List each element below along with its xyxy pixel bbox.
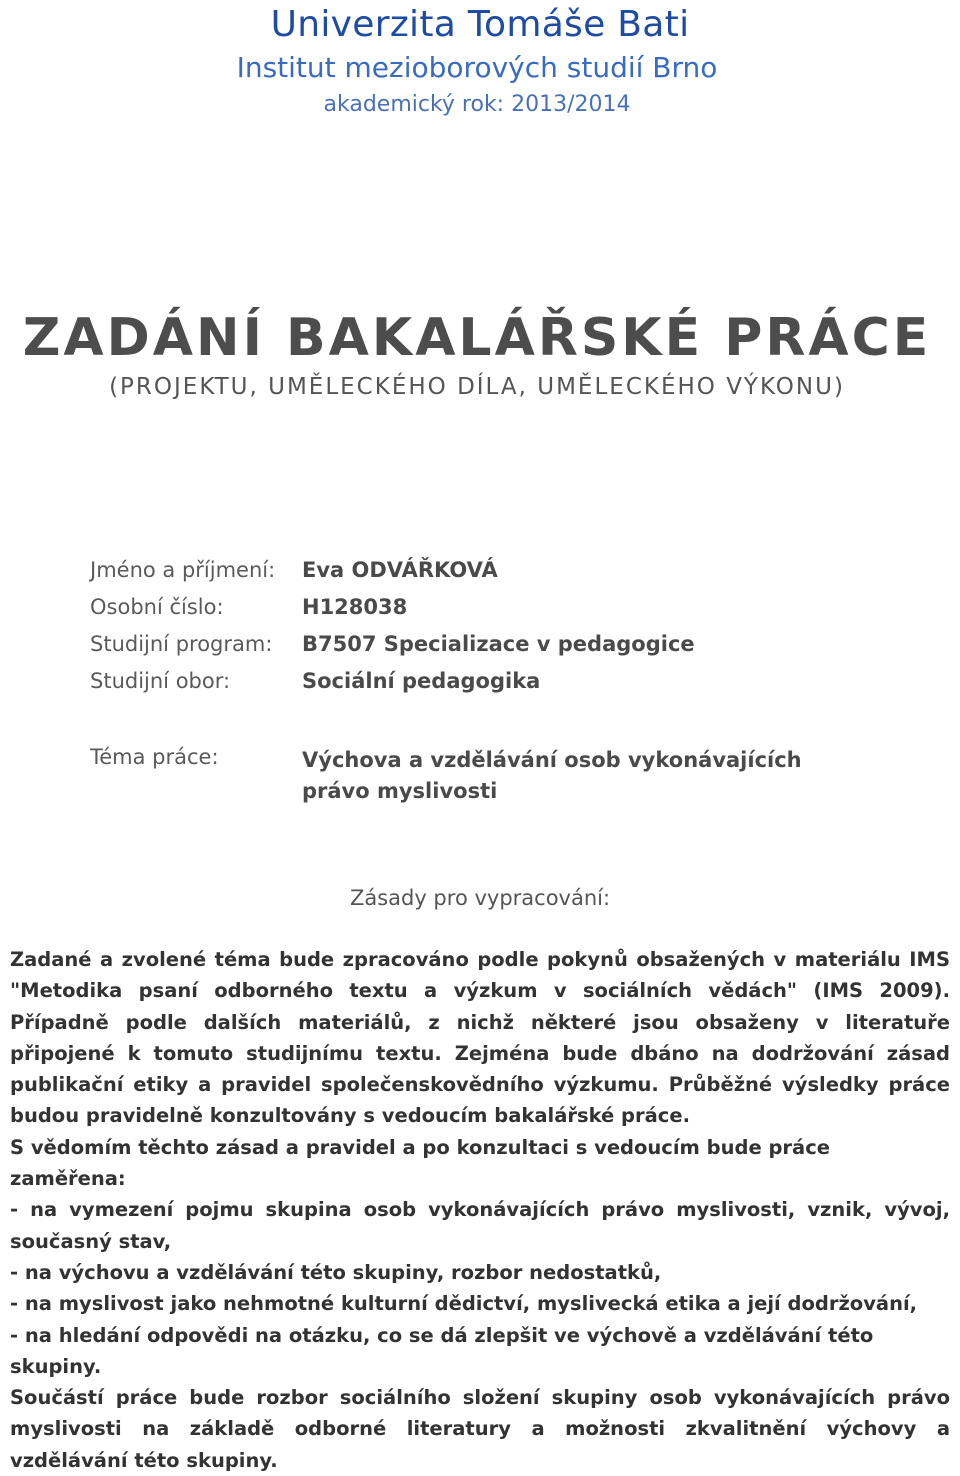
principles-paragraph: Zadané a zvolené téma bude zpracováno podle pokynů obsažených v materiálu IMS "Metodika psaní odborného textu a výzkum v sociálních vědách" (IMS 2009). Případně podle dalších materiálů, z nichž některé jsou obsaženy v literatuře připojené k tomuto studijnímu textu. Zejména bude dbáno na dodržování zásad publikační etiky a pravidel společenskovědního výzkumu. Průběžné výsledky práce budou pravidelně konzultovány s vedoucím bakalářské práce. [10, 948, 950, 1128]
document-title: ZADÁNÍ BAKALÁŘSKÉ PRÁCE [22, 308, 932, 368]
info-row-name [90, 558, 910, 595]
university-name: Univerzita Tomáše Bati [270, 4, 690, 45]
topic-value: Výchova a vzdělávání osob vykonávajících právo myslivosti [302, 748, 802, 803]
name-value: Eva ODVÁŘKOVÁ [302, 558, 498, 582]
name-label: Jméno a příjmení: [90, 558, 276, 582]
info-row-field [90, 669, 910, 706]
institute-name: Institut mezioborových studií Brno [236, 51, 718, 84]
principles-bullet: - na myslivost jako nehmotné kulturní dědictví, myslivecká etika a její dodržování, [10, 1292, 918, 1316]
principles-heading: Zásady pro vypracování: [349, 886, 611, 910]
principles-bullet: - na vymezení pojmu skupina osob vykonávajících právo myslivosti, vznik, vývoj, současný stav, [10, 1198, 950, 1253]
personal-number-value: H128038 [302, 595, 408, 619]
principles-intro-line: S vědomím těchto zásad a pravidel a po konzultaci s vedoucím bude práce zaměřena: [10, 1135, 830, 1191]
field-label: Studijní obor: [90, 669, 231, 693]
info-row-program [90, 632, 910, 669]
academic-year: akademický rok: 2013/2014 [323, 92, 631, 117]
principles-bullet: - na hledání odpovědi na otázku, co se dá zlepšit ve výchově a vzdělávání této skupiny. [10, 1323, 874, 1378]
thesis-topic [90, 745, 910, 807]
field-value: Sociální pedagogika [302, 669, 541, 693]
principles-closing-paragraph: Součástí práce bude rozbor sociálního složení skupiny osob vykonávajících právo myslivosti na základě odborné literatury a možnosti zkvalitnění výchovy a vzdělávání této skupiny. [10, 1386, 950, 1472]
principles-bullet: - na výchovu a vzdělávání této skupiny, rozbor nedostatků, [10, 1260, 662, 1284]
program-value: B7507 Specializace v pedagogice [302, 632, 695, 656]
principles-body [10, 944, 950, 1476]
program-label: Studijní program: [90, 632, 273, 656]
document-subtitle: (PROJEKTU, UMĚLECKÉHO DÍLA, UMĚLECKÉHO VÝKONU) [109, 374, 845, 400]
student-info [90, 558, 910, 706]
topic-label: Téma práce: [90, 745, 219, 769]
info-row-personal-number [90, 595, 910, 632]
personal-number-label: Osobní číslo: [90, 595, 224, 619]
